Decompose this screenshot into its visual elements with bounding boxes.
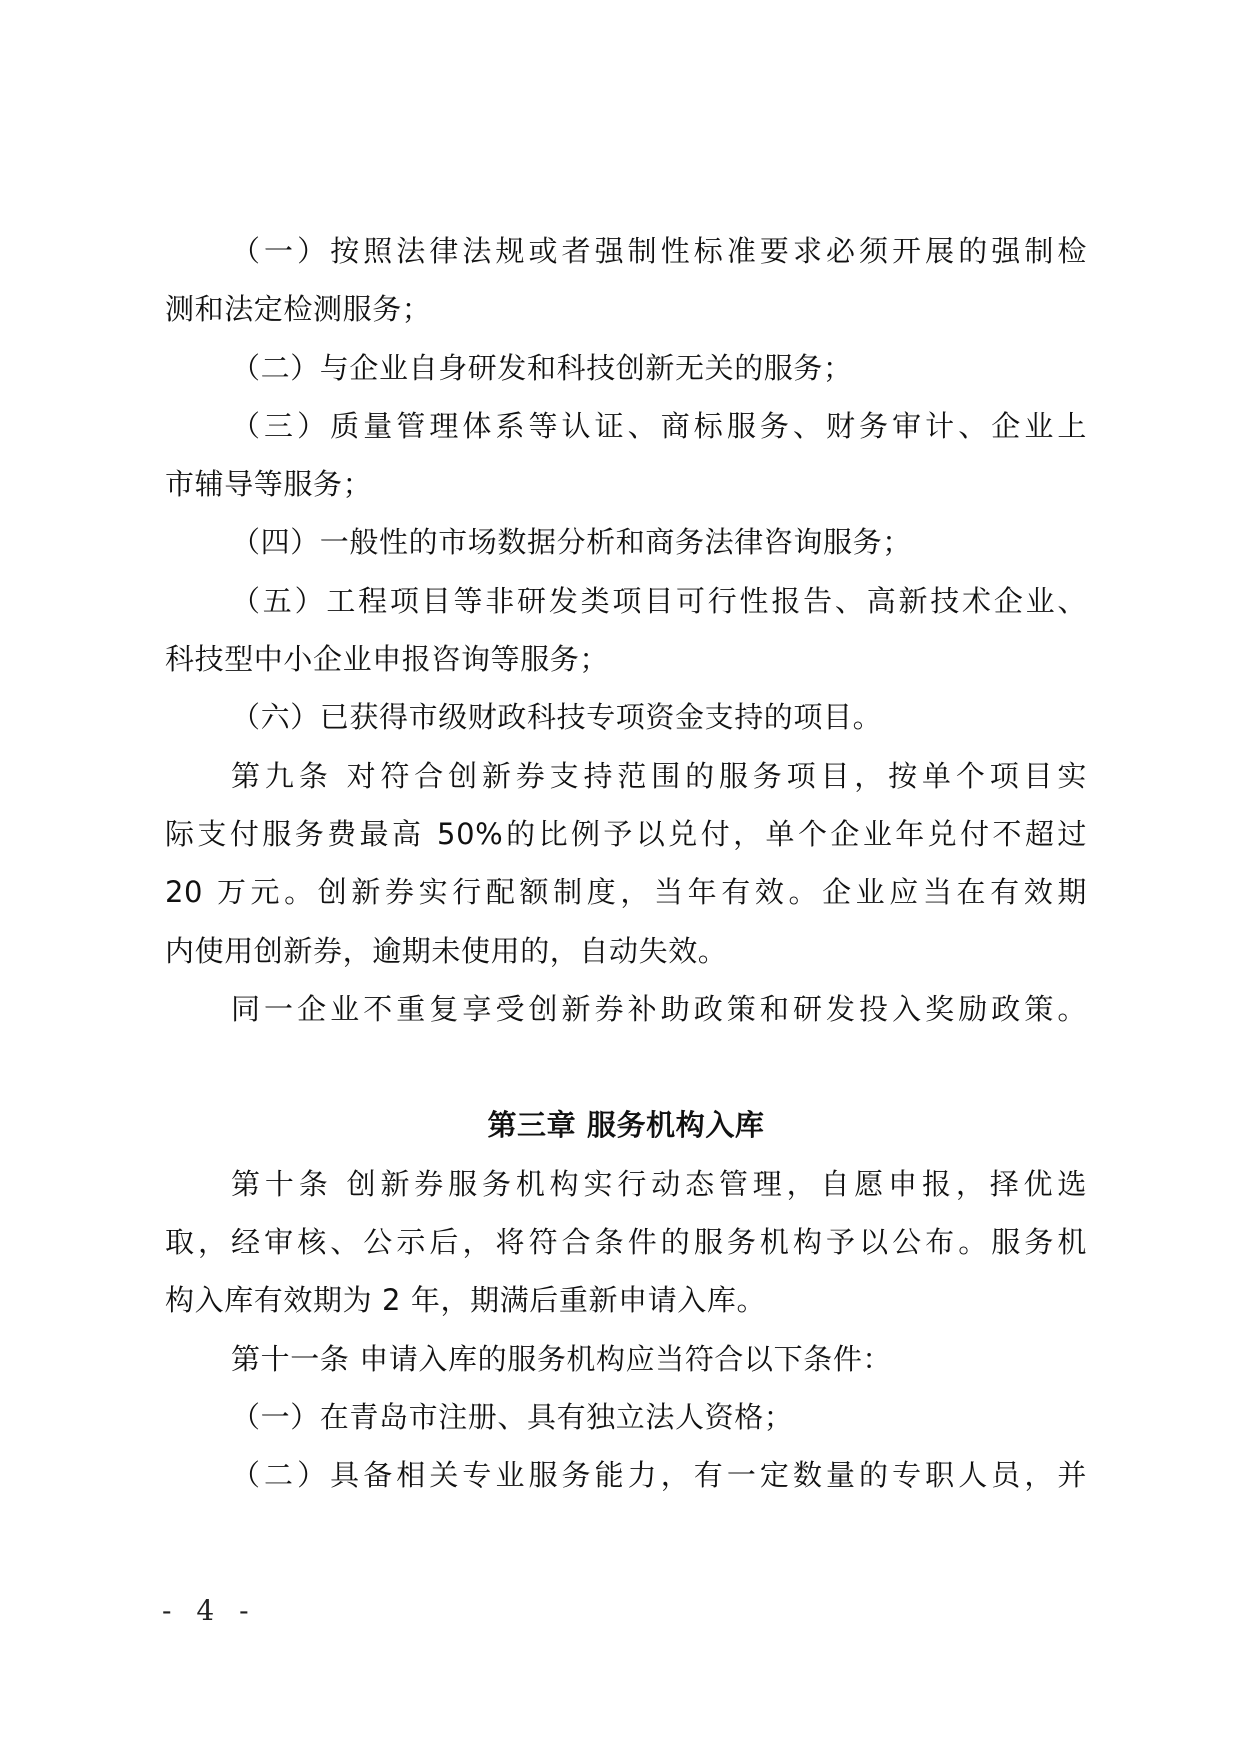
article-10-line-1: 第十条 创新券服务机构实行动态管理，自愿申报，择优选	[231, 1166, 1087, 1201]
article-9-line-3: 20 万元。创新券实行配额制度，当年有效。企业应当在有效期	[165, 875, 1087, 910]
list-item-1-line-2: 测和法定检测服务；	[165, 292, 432, 327]
article-10-line-2: 取，经审核、公示后，将符合条件的服务机构予以公布。服务机	[165, 1225, 1087, 1260]
article-9-line-1: 第九条 对符合创新券支持范围的服务项目，按单个项目实	[231, 758, 1087, 793]
article-10-line-3: 构入库有效期为 2 年，期满后重新申请入库。	[165, 1283, 767, 1318]
article-11-item-1: （一）在青岛市注册、具有独立法人资格；	[231, 1399, 794, 1434]
article-9-paragraph-2: 同一企业不重复享受创新券补助政策和研发投入奖励政策。	[231, 991, 1087, 1026]
list-item-3-line-1: （三）质量管理体系等认证、商标服务、财务审计、企业上	[231, 408, 1087, 443]
document-body	[165, 222, 1087, 1505]
section-spacer	[165, 1038, 1087, 1096]
article-9-line-4: 内使用创新券，逾期未使用的，自动失效。	[165, 933, 728, 968]
chapter-title: 第三章 服务机构入库	[487, 1108, 765, 1143]
page-number: - 4 -	[162, 1594, 257, 1627]
list-item-6: （六）已获得市级财政科技专项资金支持的项目。	[231, 700, 883, 735]
article-11-item-2: （二）具备相关专业服务能力，有一定数量的专职人员，并	[231, 1458, 1087, 1493]
article-11-heading: 第十一条 申请入库的服务机构应当符合以下条件：	[231, 1341, 893, 1376]
article-9-line-2: 际支付服务费最高 50%的比例予以兑付，单个企业年兑付不超过	[165, 816, 1087, 851]
list-item-2: （二）与企业自身研发和科技创新无关的服务；	[231, 350, 853, 385]
list-item-5-line-2: 科技型中小企业申报咨询等服务；	[165, 642, 610, 677]
list-item-1-line-1: （一）按照法律法规或者强制性标准要求必须开展的强制检	[231, 234, 1087, 268]
list-item-5-line-1: （五）工程项目等非研发类项目可行性报告、高新技术企业、	[231, 583, 1087, 618]
list-item-4: （四）一般性的市场数据分析和商务法律咨询服务；	[231, 525, 912, 560]
list-item-3-line-2: 市辅导等服务；	[165, 467, 373, 502]
